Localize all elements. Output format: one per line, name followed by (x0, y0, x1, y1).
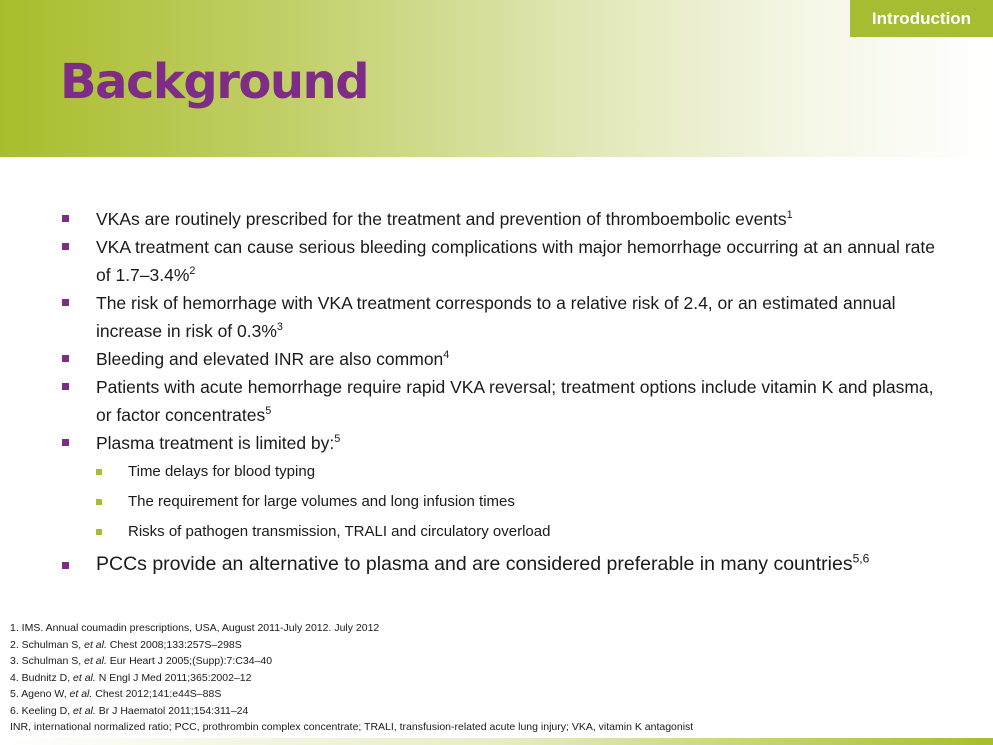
reference-line: 3. Schulman S, et al. Eur Heart J 2005;(Supp):7:C34–40 (10, 655, 273, 667)
sub-bullet-text: Time delays for blood typing (128, 463, 316, 480)
bullet-text: VKAs are routinely prescribed for the treatment and prevention of thromboembolic events (96, 209, 787, 229)
small-square-bullet-icon (96, 529, 102, 535)
bullet-item (60, 373, 935, 429)
bullet-text: Bleeding and elevated INR are also common (96, 349, 444, 369)
bullet-item (60, 233, 935, 289)
bullet-text: VKA treatment can cause serious bleeding complications with major hemorrhage occurring at an annual rate of 1.7–3.4% (96, 237, 935, 285)
bullet-item (60, 205, 935, 233)
bullet-item (60, 345, 935, 373)
bullet-list (60, 205, 935, 579)
sub-bullet-item (60, 517, 935, 547)
reference-line: 2. Schulman S, et al. Chest 2008;133:257S–298S (10, 638, 242, 651)
citation-ref: 2 (189, 265, 196, 278)
bullet-text: Plasma treatment is limited by: (96, 433, 335, 453)
reference-line: 5. Ageno W, et al. Chest 2012;141:e44S–88S (10, 688, 222, 700)
square-bullet-icon (62, 215, 69, 222)
square-bullet-icon (62, 439, 69, 446)
bullet-text: PCCs provide an alternative to plasma and are considered preferable in many countries (96, 553, 853, 575)
bullet-item (60, 289, 935, 345)
square-bullet-icon (62, 355, 69, 362)
square-bullet-icon (62, 299, 69, 306)
bullet-item (60, 429, 935, 457)
citation-ref: 4 (443, 349, 450, 362)
reference-line: 6. Keeling D, et al. Br J Haematol 2011;154:311–24 (10, 704, 249, 717)
citation-ref: 1 (786, 209, 793, 222)
bullet-text: The risk of hemorrhage with VKA treatment corresponds to a relative risk of 2.4, or an estimated annual increase in risk of 0.3% (96, 293, 896, 341)
section-label: Introduction (871, 8, 972, 28)
footer-gradient-band (0, 738, 993, 745)
small-square-bullet-icon (96, 499, 102, 505)
sub-bullet-text: The requirement for large volumes and long infusion times (128, 493, 515, 510)
sub-bullet-text: Risks of pathogen transmission, TRALI and circulatory overload (128, 523, 551, 540)
citation-ref: 3 (276, 321, 283, 334)
sub-bullet-item (60, 487, 935, 517)
bullet-item-emphasis (60, 550, 935, 579)
citation-ref: 5,6 (852, 551, 870, 566)
citation-ref: 5 (265, 405, 272, 418)
bullet-text: Patients with acute hemorrhage require rapid VKA reversal; treatment options include vitamin K and plasma, or factor concentrates (96, 377, 934, 425)
reference-line: 4. Budnitz D, et al. N Engl J Med 2011;365:2002–12 (10, 671, 252, 684)
references (10, 620, 985, 736)
citation-ref: 5 (334, 433, 341, 446)
slide-title: Background (60, 54, 369, 110)
section-tab (850, 0, 993, 37)
sub-bullet-item (60, 457, 935, 487)
reference-line: 1. IMS. Annual coumadin prescriptions, USA, August 2011-July 2012. July 2012 (10, 622, 380, 634)
small-square-bullet-icon (96, 469, 102, 475)
square-bullet-icon (62, 562, 69, 569)
square-bullet-icon (62, 383, 69, 390)
abbreviations: INR, international normalized ratio; PCC, prothrombin complex concentrate; TRALI, transfusion-related acute lung injury; VKA, vitamin K antagonist (10, 721, 694, 733)
square-bullet-icon (62, 243, 69, 250)
